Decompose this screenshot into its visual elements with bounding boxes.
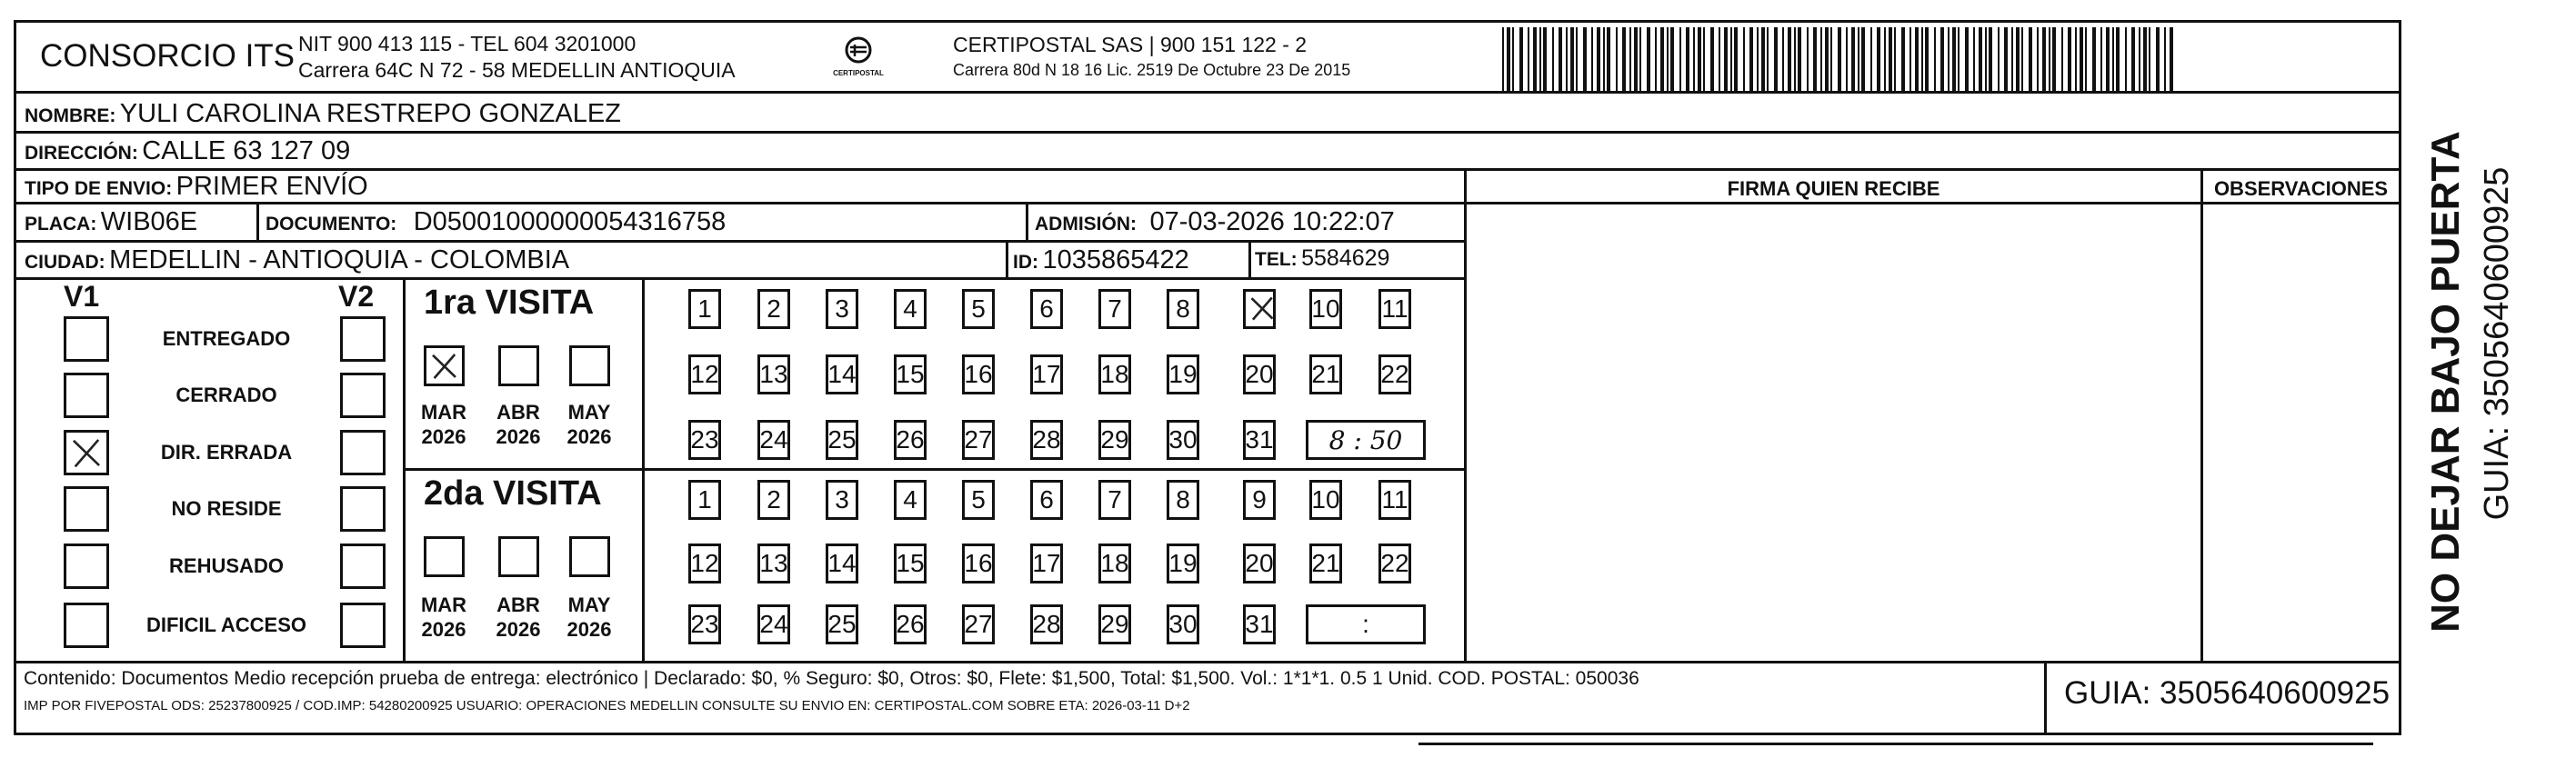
day-box-25[interactable]: 25	[826, 420, 858, 460]
month-name: ABR	[496, 401, 540, 424]
month-label	[416, 593, 472, 642]
day-box-30[interactable]: 30	[1167, 604, 1199, 644]
v2-checkbox[interactable]	[340, 316, 386, 362]
day-box-9[interactable]	[1243, 289, 1276, 329]
v2-label: V2	[338, 280, 375, 313]
month-day-rule	[642, 277, 645, 662]
day-box-24[interactable]: 24	[757, 420, 790, 460]
day-box-12[interactable]: 12	[688, 544, 721, 583]
day-box-20[interactable]: 20	[1243, 544, 1276, 583]
day-box-4[interactable]: 4	[894, 480, 927, 520]
tipo-value: PRIMER ENVÍO	[175, 172, 368, 201]
documento-label: DOCUMENTO:	[266, 214, 397, 234]
day-box-14[interactable]: 14	[826, 354, 858, 394]
status-label: ENTREGADO	[162, 327, 291, 350]
company-line-1: NIT 900 413 115 - TEL 604 3201000	[298, 32, 636, 55]
day-box-16[interactable]: 16	[962, 354, 995, 394]
admision-value: 07-03-2026 10:22:07	[1149, 207, 1395, 236]
certipostal-logo-icon	[831, 35, 886, 82]
second-visit-title: 2da VISITA	[424, 474, 602, 513]
day-box-5[interactable]: 5	[962, 289, 995, 329]
day-box-31[interactable]: 31	[1243, 604, 1276, 644]
direccion-value: CALLE 63 127 09	[142, 136, 351, 165]
time-box[interactable]: :	[1306, 604, 1426, 644]
v1-checkbox[interactable]	[64, 486, 109, 532]
month-name: ABR	[496, 593, 540, 616]
no-dejar-warning: NO DEJAR BAJO PUERTA	[2423, 131, 2468, 633]
nombre-value: YULI CAROLINA RESTREPO GONZALEZ	[119, 99, 621, 128]
day-box-28[interactable]: 28	[1030, 604, 1063, 644]
day-box-4[interactable]: 4	[894, 289, 927, 329]
contenido-text: Contenido: Documentos Medio recepción prueba de entrega: electrónico | Declarado: $0, % Seguro: $0, Otros: $0, Flete: $1,500, Total: $1,500. Vol.: 1*1*1. 0.5 1 Unid. COD. POSTAL: 050036	[24, 668, 1639, 689]
day-box-15[interactable]: 15	[894, 354, 927, 394]
admision-field	[1035, 207, 1395, 237]
tipo-row	[25, 172, 368, 202]
v1-checkbox[interactable]	[64, 373, 109, 418]
v2-checkbox[interactable]	[340, 373, 386, 418]
tel-label: TEL:	[1255, 249, 1298, 270]
day-box-18[interactable]: 18	[1098, 544, 1131, 583]
day-box-22[interactable]: 22	[1378, 544, 1411, 583]
day-box-2[interactable]: 2	[757, 480, 790, 520]
day-box-30[interactable]: 30	[1167, 420, 1199, 460]
v1-checkbox[interactable]	[64, 603, 109, 648]
placa-label: PLACA:	[25, 214, 97, 234]
day-box-6[interactable]: 6	[1030, 289, 1063, 329]
month-label	[490, 593, 546, 642]
day-box-14[interactable]: 14	[826, 544, 858, 583]
id-tel-rule	[1248, 240, 1251, 278]
documento-value: D05001000000054316758	[413, 207, 727, 236]
status-label: NO RESIDE	[171, 497, 282, 520]
day-box-15[interactable]: 15	[894, 544, 927, 583]
day-box-12[interactable]: 12	[688, 354, 721, 394]
tipo-label: TIPO DE ENVIO:	[25, 178, 173, 199]
ciudad-id-rule	[1006, 240, 1008, 278]
day-box-18[interactable]: 18	[1098, 354, 1131, 394]
day-box-7[interactable]: 7	[1098, 289, 1131, 329]
month-year: 2026	[421, 425, 466, 448]
v2-checkbox[interactable]	[340, 486, 386, 532]
v2-checkbox[interactable]	[340, 430, 386, 475]
status-label: CERRADO	[175, 384, 277, 406]
day-box-1[interactable]: 1	[688, 480, 721, 520]
month-label	[416, 400, 472, 449]
day-box-9[interactable]: 9	[1243, 480, 1276, 520]
day-box-13[interactable]: 13	[757, 544, 790, 583]
day-box-10[interactable]: 10	[1309, 480, 1342, 520]
day-box-1[interactable]: 1	[688, 289, 721, 329]
day-box-17[interactable]: 17	[1030, 354, 1063, 394]
firma-left-rule	[1464, 168, 1467, 662]
day-box-29[interactable]: 29	[1098, 420, 1131, 460]
day-box-10[interactable]: 10	[1309, 289, 1342, 329]
guia-vertical: GUIA: 3505640600925	[2478, 166, 2516, 521]
month-label	[490, 400, 546, 449]
month-checkbox-mar[interactable]	[424, 345, 465, 386]
day-box-23[interactable]: 23	[688, 604, 721, 644]
visit-divider	[405, 468, 1466, 471]
day-box-19[interactable]: 19	[1167, 544, 1199, 583]
month-name: MAR	[420, 401, 467, 424]
ciudad-value: MEDELLIN - ANTIOQUIA - COLOMBIA	[109, 245, 570, 274]
month-year: 2026	[496, 425, 541, 448]
v2-checkbox[interactable]	[340, 603, 386, 648]
v1-checkbox[interactable]	[64, 544, 109, 589]
month-name: MAY	[567, 593, 611, 616]
month-year: 2026	[496, 618, 541, 641]
status-visit-rule	[403, 277, 406, 662]
nombre-label: NOMBRE:	[25, 105, 116, 126]
placa-field	[25, 207, 197, 237]
day-box-2[interactable]: 2	[757, 289, 790, 329]
day-box-28[interactable]: 28	[1030, 420, 1063, 460]
tel-field	[1255, 245, 1389, 272]
v1-label: V1	[64, 280, 100, 313]
header-rule	[14, 91, 2401, 94]
v1-checkbox[interactable]	[64, 316, 109, 362]
month-checkbox-may[interactable]	[569, 536, 610, 577]
day-box-17[interactable]: 17	[1030, 544, 1063, 583]
status-label: DIR. ERRADA	[160, 441, 293, 464]
day-box-26[interactable]: 26	[894, 420, 927, 460]
id-value: 1035865422	[1042, 245, 1189, 274]
firma-header: FIRMA QUIEN RECIBE	[1727, 177, 1940, 200]
month-year: 2026	[566, 618, 612, 641]
direccion-label: DIRECCIÓN:	[25, 143, 138, 164]
observaciones-header: OBSERVACIONES	[2213, 177, 2389, 200]
company-line-2: Carrera 64C N 72 - 58 MEDELLIN ANTIOQUIA	[298, 58, 736, 82]
id-label: ID:	[1013, 252, 1038, 273]
nombre-row	[25, 99, 621, 129]
day-box-27[interactable]: 27	[962, 420, 995, 460]
day-box-8[interactable]: 8	[1167, 480, 1199, 520]
month-year: 2026	[566, 425, 612, 448]
doc-adm-rule	[1026, 202, 1028, 241]
barcode	[1502, 27, 2182, 91]
direccion-row	[25, 136, 350, 166]
day-box-25[interactable]: 25	[826, 604, 858, 644]
month-label	[561, 593, 617, 642]
first-visit-title: 1ra VISITA	[424, 284, 595, 322]
day-box-3[interactable]: 3	[826, 289, 858, 329]
day-box-5[interactable]: 5	[962, 480, 995, 520]
placa-value: WIB06E	[100, 207, 198, 236]
day-box-11[interactable]: 11	[1378, 289, 1411, 329]
imp-text: IMP POR FIVEPOSTAL ODS: 25237800925 / COD.IMP: 54280200925 USUARIO: OPERACIONES MEDELLIN CONSULTE SU ENVIO EN: CERTIPOSTAL.COM SOBRE ETA: 2026-03-11 D+2	[24, 698, 1190, 713]
day-box-23[interactable]: 23	[688, 420, 721, 460]
footer-guia: GUIA: 3505640600925	[2064, 675, 2391, 711]
day-box-20[interactable]: 20	[1243, 354, 1276, 394]
day-box-19[interactable]: 19	[1167, 354, 1199, 394]
ciudad-field	[25, 245, 569, 275]
tipo-rule	[14, 202, 2401, 204]
company-name: CONSORCIO ITS	[40, 38, 296, 74]
day-box-26[interactable]: 26	[894, 604, 927, 644]
month-label	[561, 400, 617, 449]
month-checkbox-abr[interactable]	[498, 536, 539, 577]
admision-label: ADMISIÓN:	[1035, 214, 1137, 234]
lower-edge-line	[1418, 743, 2373, 745]
day-box-21[interactable]: 21	[1309, 544, 1342, 583]
direccion-rule	[14, 168, 2401, 171]
obs-right-rule	[2399, 131, 2401, 662]
month-name: MAR	[420, 593, 467, 616]
day-box-6[interactable]: 6	[1030, 480, 1063, 520]
v2-checkbox[interactable]	[340, 544, 386, 589]
id-field	[1013, 245, 1189, 275]
v1-checkbox[interactable]	[64, 430, 109, 475]
day-box-21[interactable]: 21	[1309, 354, 1342, 394]
logo-caption: CERTIPOSTAL	[833, 69, 884, 77]
carrier-line-2: Carrera 80d N 18 16 Lic. 2519 De Octubre 23 De 2015	[953, 61, 1351, 79]
day-box-8[interactable]: 8	[1167, 289, 1199, 329]
day-box-22[interactable]: 22	[1378, 354, 1411, 394]
placa-doc-rule	[256, 202, 259, 241]
day-box-3[interactable]: 3	[826, 480, 858, 520]
day-box-13[interactable]: 13	[757, 354, 790, 394]
obs-left-rule	[2200, 168, 2203, 662]
documento-field	[266, 207, 726, 237]
carrier-line-1: CERTIPOSTAL SAS | 900 151 122 - 2	[953, 33, 1308, 56]
day-box-16[interactable]: 16	[962, 544, 995, 583]
day-box-11[interactable]: 11	[1378, 480, 1411, 520]
nombre-rule	[14, 131, 2401, 134]
status-label: DIFICIL ACCESO	[145, 613, 306, 636]
day-box-29[interactable]: 29	[1098, 604, 1131, 644]
month-year: 2026	[421, 618, 466, 641]
day-box-27[interactable]: 27	[962, 604, 995, 644]
day-box-31[interactable]: 31	[1243, 420, 1276, 460]
tel-value: 5584629	[1301, 245, 1390, 271]
month-checkbox-abr[interactable]	[498, 345, 539, 386]
time-box[interactable]: 8 : 50	[1306, 420, 1426, 460]
footer-guia-rule	[2044, 661, 2047, 735]
status-label: REHUSADO	[169, 554, 284, 577]
month-checkbox-mar[interactable]	[424, 536, 465, 577]
day-box-24[interactable]: 24	[757, 604, 790, 644]
month-name: MAY	[567, 401, 611, 424]
month-checkbox-may[interactable]	[569, 345, 610, 386]
ciudad-label: CIUDAD:	[25, 252, 105, 273]
day-box-7[interactable]: 7	[1098, 480, 1131, 520]
